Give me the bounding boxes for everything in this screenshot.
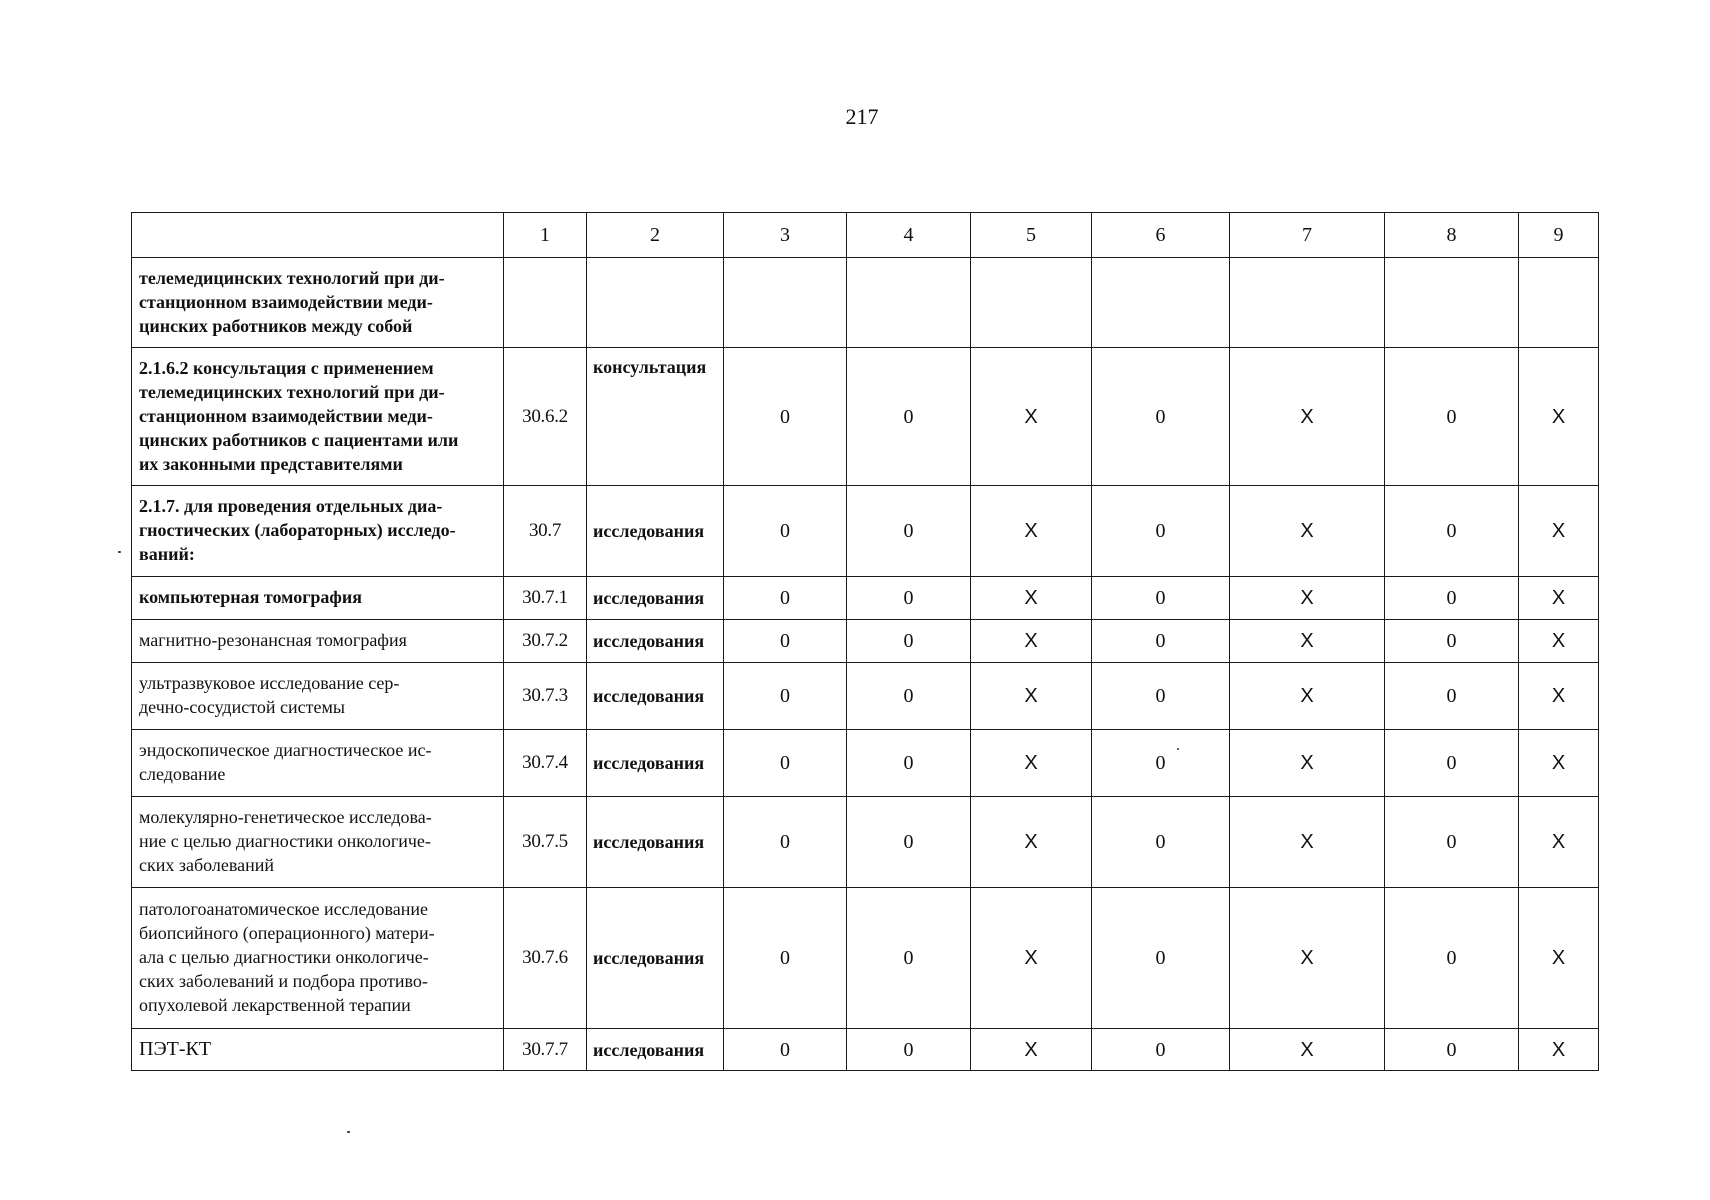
header-cell: 2 bbox=[587, 213, 724, 258]
table-row bbox=[132, 797, 1599, 888]
value-cell: 0 bbox=[1092, 888, 1230, 1029]
row-name-cell bbox=[132, 888, 504, 1029]
name-line: ала с целью диагностики онкологиче- bbox=[139, 947, 429, 967]
name-line: их законными представителями bbox=[139, 453, 403, 474]
header-cell: 9 bbox=[1519, 213, 1599, 258]
header-cell: 5 bbox=[971, 213, 1092, 258]
value-cell: Х bbox=[1230, 348, 1385, 486]
name-line: ваний: bbox=[139, 544, 195, 564]
value-cell: 0 bbox=[1385, 348, 1519, 486]
header-cell bbox=[132, 213, 504, 258]
name-line: 2.1.6.2 консультация с применением bbox=[139, 357, 434, 378]
row-code-cell: 30.7.7 bbox=[504, 1029, 587, 1071]
value-cell: 0 bbox=[1385, 1029, 1519, 1071]
value-cell: Х bbox=[1519, 577, 1599, 620]
row-code-cell bbox=[504, 258, 587, 348]
value-cell: 0 bbox=[1092, 486, 1230, 577]
value-cell: 0 bbox=[847, 577, 971, 620]
name-line: ских заболеваний bbox=[139, 855, 275, 875]
value-cell: 0 bbox=[847, 1029, 971, 1071]
value-cell: 0 bbox=[847, 730, 971, 797]
value-cell: Х bbox=[1519, 797, 1599, 888]
value-cell: 0 bbox=[1092, 577, 1230, 620]
name-line: эндоскопическое диагностическое ис- bbox=[139, 740, 432, 760]
header-cell: 7 bbox=[1230, 213, 1385, 258]
table-row bbox=[132, 258, 1599, 348]
value-cell: Х bbox=[1519, 486, 1599, 577]
value-cell: 0 bbox=[1385, 620, 1519, 663]
value-cell: 0 bbox=[847, 663, 971, 730]
value-cell: 0 bbox=[1092, 348, 1230, 486]
data-table bbox=[131, 212, 1599, 1071]
scan-speck bbox=[1177, 748, 1179, 750]
value-cell bbox=[1230, 258, 1385, 348]
table-row bbox=[132, 348, 1599, 486]
value-cell: Х bbox=[1519, 620, 1599, 663]
value-cell: 0 bbox=[1385, 663, 1519, 730]
name-line: цинских работников между собой bbox=[139, 315, 413, 336]
value-cell: Х bbox=[1519, 348, 1599, 486]
row-code-cell: 30.7 bbox=[504, 486, 587, 577]
value-cell: Х bbox=[971, 797, 1092, 888]
row-code-cell: 30.7.6 bbox=[504, 888, 587, 1029]
row-code-cell: 30.7.4 bbox=[504, 730, 587, 797]
value-cell: Х bbox=[1519, 1029, 1599, 1071]
name-line: дечно-сосудистой системы bbox=[139, 697, 345, 717]
value-cell: 0 bbox=[1092, 730, 1230, 797]
name-line: телемедицинских технологий при ди- bbox=[139, 267, 445, 288]
value-cell: 0 bbox=[847, 797, 971, 888]
row-code-cell: 30.7.2 bbox=[504, 620, 587, 663]
value-cell: Х bbox=[971, 1029, 1092, 1071]
name-line: 2.1.7. для проведения отдельных диа- bbox=[139, 496, 443, 516]
value-cell: 0 bbox=[847, 348, 971, 486]
value-cell: Х bbox=[971, 348, 1092, 486]
header-cell: 1 bbox=[504, 213, 587, 258]
value-cell: Х bbox=[1519, 888, 1599, 1029]
value-cell: 0 bbox=[724, 888, 847, 1029]
name-line: следование bbox=[139, 764, 226, 784]
name-line: ультразвуковое исследование сер- bbox=[139, 673, 400, 693]
value-cell bbox=[847, 258, 971, 348]
value-cell: 0 bbox=[724, 1029, 847, 1071]
value-cell: 0 bbox=[1385, 730, 1519, 797]
table-row bbox=[132, 620, 1599, 663]
value-cell: Х bbox=[971, 730, 1092, 797]
value-cell bbox=[1092, 258, 1230, 348]
name-line: цинских работников с пациентами или bbox=[139, 429, 459, 450]
value-cell: 0 bbox=[847, 620, 971, 663]
table-row bbox=[132, 888, 1599, 1029]
value-cell: Х bbox=[1230, 486, 1385, 577]
scan-speck bbox=[347, 1131, 350, 1133]
value-cell: Х bbox=[971, 663, 1092, 730]
name-line: компьютерная томография bbox=[139, 587, 362, 607]
value-cell: Х bbox=[1519, 730, 1599, 797]
row-name-cell bbox=[132, 577, 504, 620]
row-unit-cell: исследования bbox=[587, 1029, 724, 1071]
row-code-cell: 30.7.3 bbox=[504, 663, 587, 730]
value-cell: 0 bbox=[1385, 486, 1519, 577]
table-row bbox=[132, 1029, 1599, 1071]
row-unit-cell: исследования bbox=[587, 620, 724, 663]
row-unit-cell: исследования bbox=[587, 797, 724, 888]
value-cell: 0 bbox=[847, 888, 971, 1029]
name-line: молекулярно-генетическое исследова- bbox=[139, 807, 432, 827]
row-unit-cell bbox=[587, 258, 724, 348]
row-unit-cell: исследования bbox=[587, 663, 724, 730]
row-name-cell bbox=[132, 258, 504, 348]
row-name-cell bbox=[132, 730, 504, 797]
row-code-cell: 30.6.2 bbox=[504, 348, 587, 486]
value-cell: 0 bbox=[1385, 888, 1519, 1029]
value-cell: Х bbox=[1230, 797, 1385, 888]
header-cell: 4 bbox=[847, 213, 971, 258]
table-row bbox=[132, 486, 1599, 577]
value-cell: 0 bbox=[1385, 577, 1519, 620]
row-name-cell bbox=[132, 663, 504, 730]
name-line: ПЭТ-КТ bbox=[139, 1037, 212, 1060]
value-cell: 0 bbox=[724, 620, 847, 663]
value-cell: Х bbox=[1230, 663, 1385, 730]
name-line: гностических (лабораторных) исследо- bbox=[139, 520, 456, 540]
header-cell: 3 bbox=[724, 213, 847, 258]
row-name-cell bbox=[132, 486, 504, 577]
name-line: биопсийного (операционного) матери- bbox=[139, 923, 435, 943]
page-number: 217 bbox=[845, 104, 879, 129]
row-name-cell bbox=[132, 620, 504, 663]
value-cell: Х bbox=[971, 486, 1092, 577]
row-unit-cell: исследования bbox=[587, 730, 724, 797]
value-cell: Х bbox=[971, 577, 1092, 620]
row-unit-cell: консультация bbox=[587, 348, 724, 486]
name-line: станционном взаимодействии меди- bbox=[139, 291, 433, 312]
row-unit-cell: исследования bbox=[587, 888, 724, 1029]
name-line: опухолевой лекарственной терапии bbox=[139, 995, 411, 1015]
value-cell: 0 bbox=[1385, 797, 1519, 888]
row-unit-cell: исследования bbox=[587, 577, 724, 620]
value-cell: 0 bbox=[724, 797, 847, 888]
value-cell: Х bbox=[971, 888, 1092, 1029]
table-row bbox=[132, 577, 1599, 620]
row-name-cell bbox=[132, 1029, 504, 1071]
value-cell: 0 bbox=[724, 577, 847, 620]
table-row bbox=[132, 663, 1599, 730]
value-cell bbox=[971, 258, 1092, 348]
name-line: станционном взаимодействии меди- bbox=[139, 405, 433, 426]
name-line: ских заболеваний и подбора противо- bbox=[139, 971, 428, 991]
name-line: телемедицинских технологий при ди- bbox=[139, 381, 445, 402]
value-cell: Х bbox=[1230, 577, 1385, 620]
row-unit-cell: исследования bbox=[587, 486, 724, 577]
table-row bbox=[132, 730, 1599, 797]
value-cell: 0 bbox=[724, 730, 847, 797]
value-cell: Х bbox=[1230, 888, 1385, 1029]
value-cell: 0 bbox=[1092, 663, 1230, 730]
row-code-cell: 30.7.1 bbox=[504, 577, 587, 620]
value-cell: Х bbox=[1230, 1029, 1385, 1071]
value-cell bbox=[724, 258, 847, 348]
value-cell bbox=[1519, 258, 1599, 348]
value-cell: 0 bbox=[724, 663, 847, 730]
value-cell: 0 bbox=[847, 486, 971, 577]
row-name-cell bbox=[132, 797, 504, 888]
value-cell bbox=[1385, 258, 1519, 348]
table-header-row bbox=[132, 213, 1599, 258]
name-line: ние с целью диагностики онкологиче- bbox=[139, 831, 431, 851]
row-name-cell bbox=[132, 348, 504, 486]
row-code-cell: 30.7.5 bbox=[504, 797, 587, 888]
header-cell: 6 bbox=[1092, 213, 1230, 258]
value-cell: 0 bbox=[1092, 797, 1230, 888]
name-line: патологоанатомическое исследование bbox=[139, 899, 428, 919]
scan-speck bbox=[118, 551, 121, 553]
value-cell: 0 bbox=[724, 348, 847, 486]
value-cell: Х bbox=[971, 620, 1092, 663]
value-cell: Х bbox=[1230, 730, 1385, 797]
value-cell: 0 bbox=[1092, 620, 1230, 663]
name-line: магнитно-резонансная томография bbox=[139, 630, 407, 650]
value-cell: 0 bbox=[1092, 1029, 1230, 1071]
value-cell: 0 bbox=[724, 486, 847, 577]
value-cell: Х bbox=[1230, 620, 1385, 663]
value-cell: Х bbox=[1519, 663, 1599, 730]
header-cell: 8 bbox=[1385, 213, 1519, 258]
